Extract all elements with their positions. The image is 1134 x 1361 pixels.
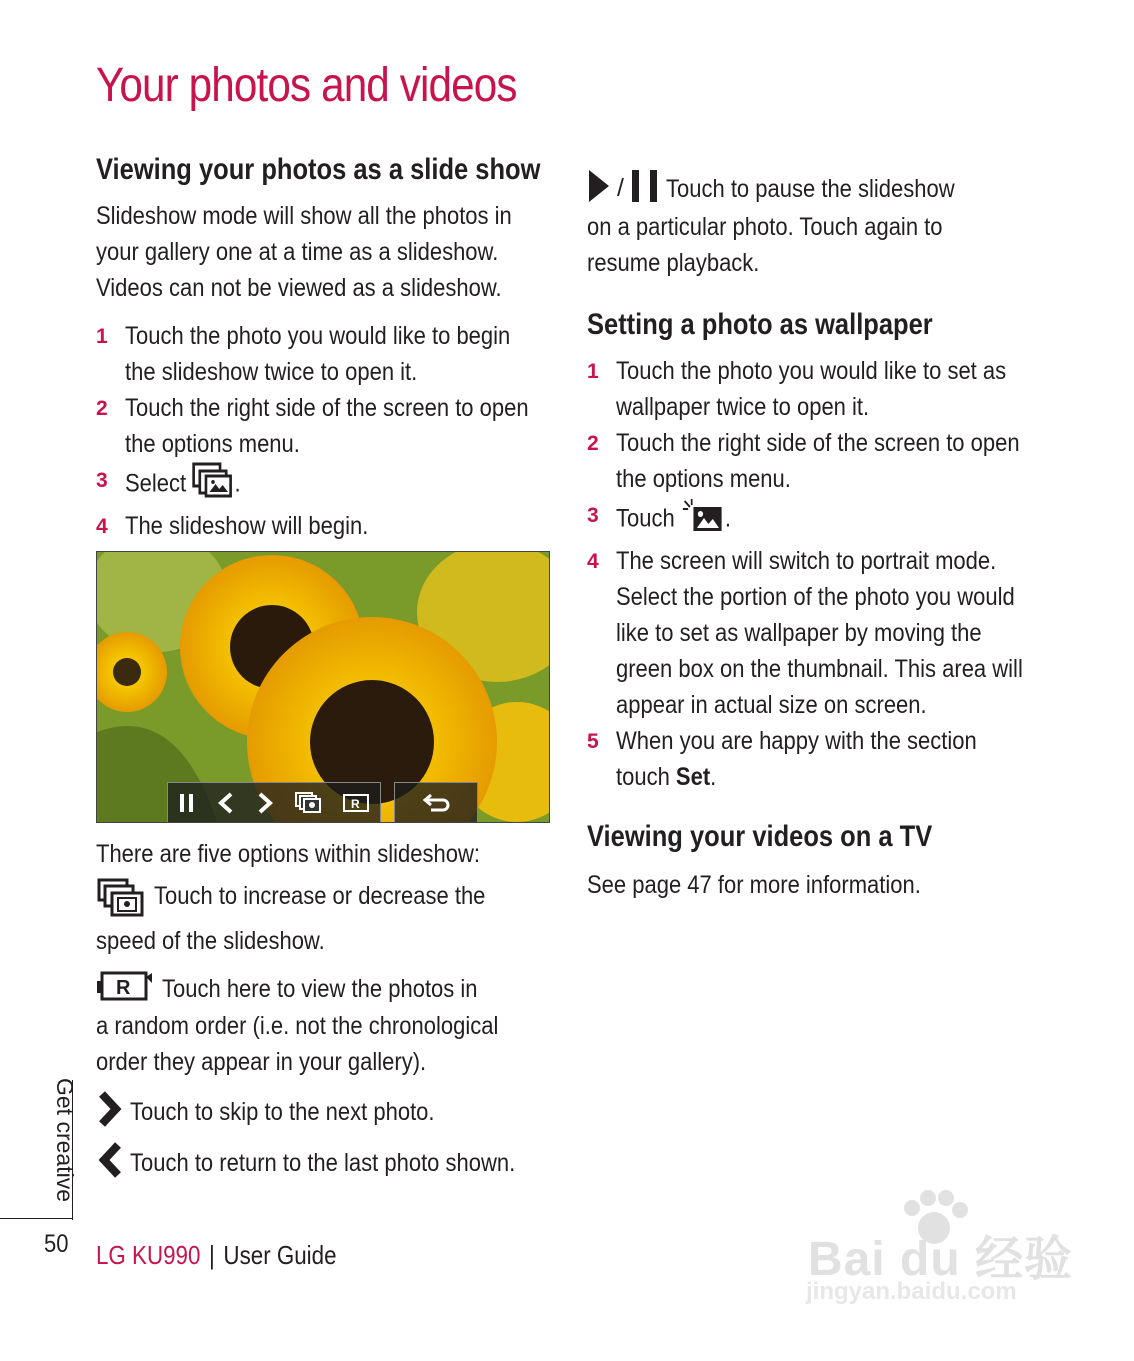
option-speed-text: Touch to increase or decrease the (154, 882, 486, 910)
step-text: touch (616, 763, 676, 791)
step-text: Touch the right side of the screen to open (125, 394, 529, 422)
page-title: Your photos and videos (96, 59, 517, 112)
pause-icon (630, 168, 660, 209)
back-icon[interactable] (421, 792, 451, 814)
step-number: 3 (587, 504, 599, 527)
pause-text: resume playback. (587, 249, 760, 277)
pause-separator: / (617, 174, 624, 202)
watermark-logo: Bai du 经验 (808, 1233, 1074, 1286)
step-text: Touch (616, 504, 675, 533)
step-text: like to set as wallpaper by moving the (616, 619, 982, 647)
random-icon (96, 969, 154, 1008)
svg-text:R: R (116, 977, 131, 999)
slideshow-control-bar (167, 782, 381, 823)
footer-rule (0, 1218, 72, 1219)
step-3 (96, 462, 566, 508)
footer-separator: | (209, 1240, 215, 1270)
option-next-text: Touch to skip to the next photo. (130, 1097, 435, 1126)
see-page-text: See page 47 for more information. (587, 871, 921, 899)
slideshow-icon (192, 462, 234, 508)
section-heading-tv: Viewing your videos on a TV (587, 820, 933, 853)
step-text: wallpaper twice to open it. (616, 393, 870, 421)
step-4 (587, 543, 1057, 723)
random-icon[interactable] (341, 792, 371, 814)
step-text: . (710, 763, 717, 791)
back-control (394, 782, 478, 823)
wallpaper-icon (681, 497, 725, 543)
speed-icon (96, 878, 146, 923)
step-number: 3 (96, 469, 108, 492)
step-text: the options menu. (616, 465, 791, 493)
section-heading-slideshow: Viewing your photos as a slide show (96, 153, 541, 186)
intro-line: Slideshow mode will show all the photos in (96, 202, 512, 230)
side-tab (38, 1078, 78, 1200)
watermark-url: jingyan.baidu.com (806, 1278, 1017, 1305)
pause-text: on a particular photo. Touch again to (587, 213, 943, 241)
options-intro: There are five options within slideshow: (96, 840, 480, 868)
step-number: 2 (96, 397, 108, 420)
intro-line: Videos can not be viewed as a slideshow. (96, 274, 502, 302)
step-text: When you are happy with the section (616, 727, 977, 755)
slideshow-steps (96, 318, 566, 545)
previous-icon[interactable] (216, 791, 236, 815)
step-text: Select the portion of the photo you would (616, 583, 1015, 611)
option-random-text: a random order (i.e. not the chronological (96, 1012, 499, 1040)
page-number: 50 (44, 1230, 69, 1258)
step-4 (96, 508, 566, 545)
slideshow-photo (96, 551, 550, 823)
step-number: 4 (96, 515, 108, 538)
step-number: 5 (587, 730, 599, 753)
left-column (96, 150, 566, 545)
step-number: 1 (587, 360, 599, 383)
previous-icon (96, 1141, 124, 1184)
footer (96, 1240, 337, 1271)
step-text: The screen will switch to portrait mode. (616, 547, 997, 575)
pause-icon[interactable] (177, 792, 197, 814)
step-number: 2 (587, 432, 599, 455)
step-text: . (234, 469, 241, 498)
pause-text: Touch to pause the slideshow (665, 174, 955, 203)
step-number: 4 (587, 550, 599, 573)
step-text: green box on the thumbnail. This area will (616, 655, 1023, 683)
step-5 (587, 723, 1057, 795)
right-column (587, 168, 1057, 903)
intro-line: your gallery one at a time as a slideshow. (96, 238, 499, 266)
step-text: Touch the right side of the screen to open (616, 429, 1020, 457)
step-text: Select (125, 469, 187, 498)
step-number: 1 (96, 325, 108, 348)
slideshow-options (96, 836, 566, 1184)
step-2 (587, 425, 1057, 497)
side-tab-label: Get creative (52, 1078, 78, 1202)
play-icon (587, 168, 611, 209)
option-prev-text: Touch to return to the last photo shown. (130, 1148, 516, 1177)
step-text: Touch the photo you would like to begin (125, 322, 511, 350)
step-1 (96, 318, 566, 390)
set-keyword: Set (675, 763, 711, 791)
wallpaper-steps (587, 353, 1057, 795)
step-1 (587, 353, 1057, 425)
option-random-text: Touch here to view the photos in (162, 975, 478, 1003)
step-text: appear in actual size on screen. (616, 691, 927, 719)
step-text: the slideshow twice to open it. (125, 358, 418, 386)
step-2 (96, 390, 566, 462)
footer-brand: LG KU990 (96, 1240, 201, 1270)
baidu-watermark (804, 1190, 1074, 1320)
next-icon[interactable] (255, 791, 275, 815)
option-speed-text: speed of the slideshow. (96, 927, 325, 955)
svg-text:R: R (350, 797, 360, 811)
section-heading-wallpaper: Setting a photo as wallpaper (587, 308, 933, 341)
speed-icon[interactable] (294, 791, 322, 815)
step-text: the options menu. (125, 430, 300, 458)
next-icon (96, 1090, 124, 1133)
step-text: . (724, 504, 731, 533)
step-text: The slideshow will begin. (125, 512, 369, 540)
footer-guide: User Guide (223, 1240, 337, 1270)
step-text: Touch the photo you would like to set as (616, 357, 1007, 385)
step-3 (587, 497, 1057, 543)
option-random-text: order they appear in your gallery). (96, 1048, 427, 1076)
